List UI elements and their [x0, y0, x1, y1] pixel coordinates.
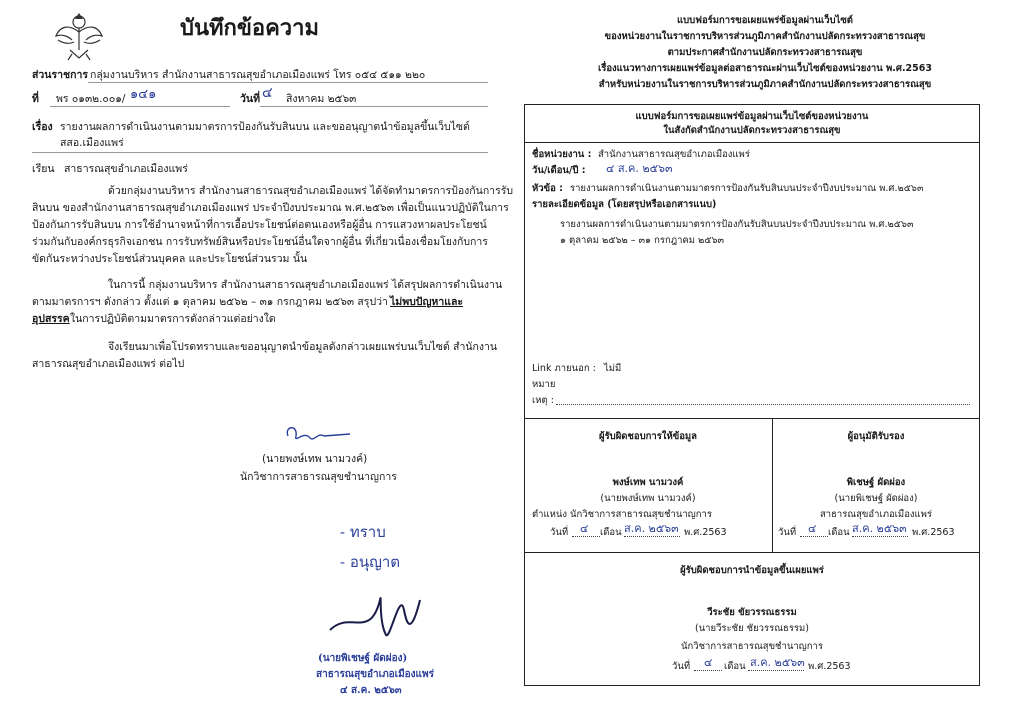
publisher-name: วีระชัย ขัยวรรณธรรม [707, 607, 797, 618]
form-header-line: สำหรับหน่วยงานในราชการบริหารส่วนภูมิภาคสำนักงานปลัดกระทรวงสาธารณสุข [598, 79, 932, 90]
note-label: หมาย [532, 379, 556, 390]
para2-tail: ในการปฏิบัติตามมาตรการดังกล่าวแต่อย่างใด [70, 313, 276, 325]
para3-line: จึงเรียนมาเพื่อโปรดทราบและขออนุญาตนำข้อมูลดังกล่าวเผยแพร่บนเว็บไซต์ สำนักงาน [108, 341, 498, 353]
publisher-title: ผู้รับผิดชอบการนำข้อมูลขึ้นเผยแพร่ [680, 565, 824, 576]
subject-line2: สสอ.เมืองแพร่ [60, 137, 124, 149]
provider-position: ตำแหน่ง นักวิชาการสาธารณสุขชำนาญการ [532, 509, 712, 520]
approver-date-day: ๔ [808, 522, 817, 535]
publisher-date-label: วันที่ [672, 661, 691, 672]
unit-label: ชื่อหน่วยงาน : [532, 149, 592, 160]
approver-position: สาธารณสุขอำเภอเมืองแพร่ [316, 669, 434, 680]
approver-year: พ.ศ.2563 [912, 527, 955, 538]
approve-date: ๔ ส.ค. ๒๕๖๓ [340, 685, 402, 696]
signer-name: (นายพงษ์เทพ นามวงค์) [262, 453, 368, 465]
remark-line [556, 404, 970, 405]
topic-label: หัวข้อ : [532, 183, 563, 194]
provider-year: พ.ศ.2563 [684, 527, 727, 538]
ref-label: ที่ [32, 93, 39, 105]
topic-value: รายงานผลการดำเนินงานตามมาตรการป้องกันรับสินบนประจำปีงบประมาณ พ.ศ.๒๕๖๓ [570, 183, 924, 194]
garuda-emblem-icon [54, 10, 104, 62]
date-label: วันที่ [240, 93, 260, 105]
approver-title: ผู้อนุมัติรับรอง [847, 431, 905, 442]
handwritten-note-permit: - อนุญาต [340, 553, 401, 571]
detail-line2: ๑ ตุลาคม ๒๕๖๒ – ๓๑ กรกฎาคม ๒๕๖๓ [560, 235, 725, 246]
approver-position: สาธารณสุขอำเภอเมืองแพร่ [819, 509, 933, 520]
date-value: ๔ ส.ค. ๒๕๖๓ [606, 162, 673, 175]
remark-label: เหตุ : [532, 395, 554, 406]
detail-line1: รายงานผลการดำเนินงานตามมาตรการป้องกันรับสินบนประจำปีงบประมาณ พ.ศ.๒๕๖๓ [560, 219, 914, 230]
publish-request-form [500, 0, 1024, 702]
approver-month-label: เดือน [828, 527, 850, 538]
para1-line: ป้องกันการรับสินบน การใช้อำนาจหน้าที่การเอื้อประโยชน์ต่อตนเองหรือผู้อื่น การแสวงหาผลประโยชน์ [32, 219, 487, 231]
form-header-line: เรื่องแนวทางการเผยแพร่ข้อมูลต่อสาธารณะผ่านเว็บไซต์ของหน่วยงาน พ.ศ.2563 [597, 63, 932, 74]
provider-date-month: ส.ค. ๒๕๖๓ [624, 522, 679, 535]
approver-name-paren: (นายพิเชษฐ์ ผัดผ่อง) [834, 493, 918, 504]
publisher-year: พ.ศ.2563 [808, 661, 851, 672]
box-subtitle: ในสังกัดสำนักงานปลัดกระทรวงสาธารณสุข [663, 125, 841, 136]
para1-line: ขัดกันระหว่างประโยชน์ส่วนบุคคล และประโยชน์ส่วนรวม นั้น [32, 253, 308, 265]
subject-line1: รายงานผลการดำเนินงานตามมาตรการป้องกันรับสินบน และขออนุญาตนำข้อมูลขึ้นเว็บไซต์ [60, 121, 470, 133]
provider-month-label: เดือน [600, 527, 622, 538]
para2-line: ในการนี้ กลุ่มงานบริหาร สำนักงานสาธารณสุขอำเภอเมืองแพร่ ได้สรุปผลการดำเนินงาน [108, 279, 503, 291]
para2-line: ตามมาตรการฯ ดังกล่าว ตั้งแต่ ๑ ตุลาคม ๒๕๖๒ – ๓๑ กรกฎาคม ๒๕๖๓ สรุปว่า [32, 296, 388, 308]
para2-emphasis: ไม่พบปัญหาและ [390, 296, 464, 308]
to-value: สาธารณสุขอำเภอเมืองแพร่ [64, 163, 188, 175]
subject-label: เรื่อง [32, 121, 53, 133]
link-value: ไม่มี [604, 363, 622, 374]
date-day: ๔ [262, 85, 273, 101]
provider-date-day: ๔ [580, 522, 589, 535]
dept-value: กลุ่มงานบริหาร สำนักงานสาธารณสุขอำเภอเมืองแพร่ โทร ๐๕๔ ๕๑๑ ๒๒๐ [90, 69, 426, 81]
provider-name: พงษ์เทพ นามวงค์ [612, 477, 684, 488]
date-label: วัน/เดือน/ปี : [532, 165, 586, 176]
approver-name: พิเชษฐ์ ผัดผ่อง [846, 477, 906, 488]
provider-name-paren: (นายพงษ์เทพ นามวงค์) [600, 493, 696, 504]
approver-signature [320, 580, 440, 650]
publisher-month-label: เดือน [724, 661, 746, 672]
to-label: เรียน [32, 163, 55, 175]
provider-date-label: วันที่ [550, 527, 569, 538]
para2-emphasis: อุปสรรค [32, 313, 70, 325]
memo-title: บันทึกข้อความ [180, 16, 320, 41]
approver-name: (นายพิเชษฐ์ ผัดผ่อง) [318, 653, 408, 664]
para3-line: สาธารณสุขอำเภอเมืองแพร่ ต่อไป [32, 358, 185, 370]
link-label: Link ภายนอก : [532, 363, 596, 374]
publisher-position: นักวิชาการสาธารณสุขชำนาญการ [681, 641, 823, 652]
detail-label: รายละเอียดข้อมูล (โดยสรุปหรือเอกสารแนบ) [532, 199, 717, 210]
publisher-date-month: ส.ค. ๒๕๖๓ [750, 656, 805, 669]
unit-value: สำนักงานสาธารณสุขอำเภอเมืองแพร่ [598, 149, 750, 160]
signer-position: นักวิชาการสาธารณสุขชำนาญการ [240, 471, 397, 483]
para1-line: สินบน ของสำนักงานสาธารณสุขอำเภอเมืองแพร่ ประจำปีงบประมาณ พ.ศ.๒๕๖๓ เพื่อเป็นแนวปฏิบัติในการ [32, 202, 509, 214]
para1-line: ด้วยกลุ่มงานบริหาร สำนักงานสาธารณสุขอำเภอเมืองแพร่ ได้จัดทำมาตรการป้องกันการรับ [108, 185, 514, 197]
provider-title: ผู้รับผิดชอบการให้ข้อมูล [599, 431, 697, 442]
publisher-name-paren: (นายวีระชัย ชัยวรรณธรรม) [694, 623, 809, 634]
ref-handwritten: ๑๔๑ [130, 87, 157, 102]
box-title: แบบฟอร์มการขอเผยแพร่ข้อมูลผ่านเว็บไซต์ของหน่วยงาน [635, 111, 869, 122]
para1-line: ร่วมกันกับองค์กรธุรกิจเอกชน การรับทรัพย์สินหรือประโยชน์อื่นใดจากผู้อื่น ที่เกี่ยวเนื่องเชื่อมโยงกับการ [32, 236, 488, 248]
publisher-date-day: ๔ [704, 656, 713, 669]
dept-label: ส่วนราชการ [32, 69, 89, 81]
date-value: สิงหาคม ๒๕๖๓ [286, 93, 357, 105]
form-header-line: ของหน่วยงานในราชการบริหารส่วนภูมิภาคสำนักงานปลัดกระทรวงสาธารณสุข [604, 31, 926, 42]
ref-value: พร ๐๑๓๒.๐๐๑/ [56, 93, 126, 105]
approver-date-label: วันที่ [778, 527, 797, 538]
form-header-line: ตามประกาศสำนักงานปลัดกระทรวงสาธารณสุข [667, 47, 863, 58]
form-header-line: แบบฟอร์มการขอเผยแพร่ข้อมูลผ่านเว็บไซต์ [677, 15, 853, 26]
signer-signature [280, 422, 360, 448]
handwritten-note-acknowledge: - ทราบ [340, 523, 386, 541]
approver-date-month: ส.ค. ๒๕๖๓ [852, 522, 907, 535]
